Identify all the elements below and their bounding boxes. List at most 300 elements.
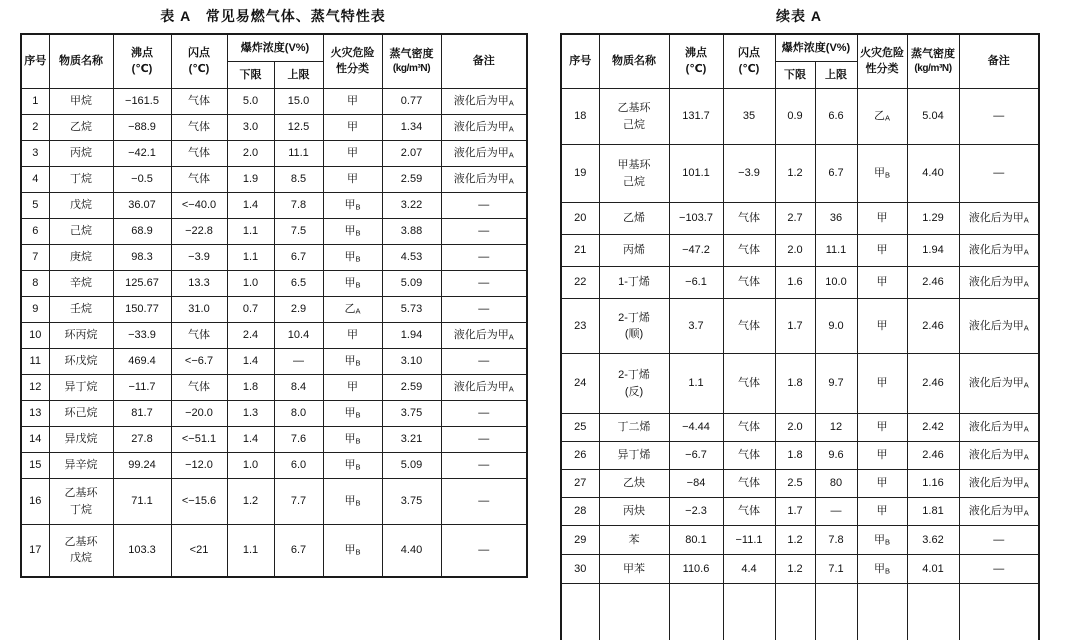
class-base: 甲 [876, 319, 888, 332]
header-line: 性分类 [865, 62, 899, 75]
fire-hazard-class-value [323, 401, 382, 427]
substance-name: 辛烷 [49, 271, 113, 297]
remark-value [959, 203, 1039, 235]
vapor-density-value: 3.75 [382, 401, 441, 427]
fire-hazard-class-value [857, 442, 907, 470]
remark-text: 液化后为甲 [968, 212, 1024, 225]
remark-value [959, 555, 1039, 584]
class-subscript: A [355, 306, 361, 316]
explosion-upper-limit-value: 11.1 [815, 235, 857, 267]
explosion-upper-limit-value: 2.9 [274, 297, 323, 323]
flash-point-value: 气体 [171, 375, 227, 401]
table-row [21, 323, 527, 349]
class-base: 甲 [344, 277, 356, 290]
row-number: 17 [21, 525, 49, 577]
class-subscript: A [885, 113, 891, 123]
remark-text: — [478, 225, 490, 238]
col-header-flash-point [723, 34, 775, 89]
explosion-lower-limit-value: 2.4 [227, 323, 274, 349]
vapor-density-value: 3.88 [382, 219, 441, 245]
header-line: 火灾危险 [330, 47, 375, 60]
explosion-upper-limit-value: 36 [815, 203, 857, 235]
col-header-name: 物质名称 [49, 34, 113, 89]
flash-point-value: −3.9 [171, 245, 227, 271]
explosion-upper-limit-value: 6.7 [274, 245, 323, 271]
class-base: 甲 [347, 381, 359, 394]
col-header-no: 序号 [21, 34, 49, 89]
vapor-density-value: 1.34 [382, 115, 441, 141]
fire-hazard-class-value [323, 479, 382, 525]
remark-subscript: A [1023, 452, 1029, 462]
explosion-upper-limit-value: 10.0 [815, 267, 857, 299]
flash-point-value: 气体 [171, 141, 227, 167]
remark-value [959, 267, 1039, 299]
explosion-lower-limit-value: 2.5 [775, 470, 815, 498]
remark-value [441, 271, 527, 297]
flash-point-value: 气体 [723, 267, 775, 299]
vapor-density-value: 2.46 [907, 442, 959, 470]
table-row [21, 479, 527, 525]
table-row [561, 203, 1039, 235]
table-row [561, 89, 1039, 145]
class-base: 甲 [344, 225, 356, 238]
substance-name: 环丙烷 [49, 323, 113, 349]
substance-name: 乙烯 [599, 203, 669, 235]
explosion-upper-limit-value: 12.5 [274, 115, 323, 141]
fire-hazard-class-value [323, 245, 382, 271]
explosion-upper-limit-value: 8.4 [274, 375, 323, 401]
boiling-point-value: 71.1 [113, 479, 171, 525]
remark-subscript: A [508, 98, 514, 108]
remark-text: — [478, 495, 490, 508]
remark-text: 液化后为甲 [968, 319, 1024, 332]
fire-hazard-class-value [323, 453, 382, 479]
explosion-upper-limit-value: 7.1 [815, 555, 857, 584]
boiling-point-value: −84 [669, 470, 723, 498]
row-number: 2 [21, 115, 49, 141]
row-number: 28 [561, 498, 599, 526]
substance-name: 丙烯 [599, 235, 669, 267]
col-header-fire-hazard [323, 34, 382, 89]
header-line: 闪点 [188, 47, 210, 60]
vapor-density-value: 4.01 [907, 555, 959, 584]
flash-point-value: 气体 [723, 299, 775, 354]
flash-point-value: −20.0 [171, 401, 227, 427]
remark-subscript: A [508, 124, 514, 134]
remark-text: 液化后为甲 [453, 173, 509, 186]
substance-name: 己烷 [49, 219, 113, 245]
boiling-point-value: 150.77 [113, 297, 171, 323]
substance-name: 1-丁烯 [599, 267, 669, 299]
flash-point-value: −12.0 [171, 453, 227, 479]
remark-value [441, 141, 527, 167]
explosion-upper-limit-value: 12 [815, 414, 857, 442]
header-line: 性分类 [336, 62, 370, 75]
class-base: 甲 [347, 329, 359, 342]
substance-name: 庚烷 [49, 245, 113, 271]
remark-text: 液化后为甲 [968, 377, 1024, 390]
remark-text: — [478, 251, 490, 264]
explosion-lower-limit-value: 1.0 [227, 271, 274, 297]
remark-text: 液化后为甲 [453, 329, 509, 342]
remark-value [441, 323, 527, 349]
explosion-lower-limit-value: 2.0 [775, 235, 815, 267]
row-number: 30 [561, 555, 599, 584]
boiling-point-value: 27.8 [113, 427, 171, 453]
row-number: 26 [561, 442, 599, 470]
boiling-point-value: −4.44 [669, 414, 723, 442]
flash-point-value: −11.1 [723, 526, 775, 555]
substance-name: 甲苯 [599, 555, 669, 584]
substance-name: 乙基环 戊烷 [49, 525, 113, 577]
remark-value [441, 115, 527, 141]
col-header-lower-limit: 下限 [227, 62, 274, 89]
explosion-lower-limit-value: 1.8 [227, 375, 274, 401]
substance-name: 异辛烷 [49, 453, 113, 479]
flash-point-value: 气体 [723, 414, 775, 442]
col-header-fire-hazard [857, 34, 907, 89]
boiling-point-value: 80.1 [669, 526, 723, 555]
explosion-upper-limit-value: 7.8 [274, 193, 323, 219]
vapor-density-value: 3.62 [907, 526, 959, 555]
table-row [561, 299, 1039, 354]
class-base: 甲 [344, 251, 356, 264]
remark-text: 液化后为甲 [968, 276, 1024, 289]
remark-text: 液化后为甲 [968, 244, 1024, 257]
col-header-vapor-density [382, 34, 441, 89]
vapor-density-value: 3.10 [382, 349, 441, 375]
header-line: 闪点 [738, 47, 760, 60]
row-number: 13 [21, 401, 49, 427]
substance-name: 苯 [599, 526, 669, 555]
flash-point-value: 气体 [723, 470, 775, 498]
row-number: 12 [21, 375, 49, 401]
explosion-upper-limit-value: 80 [815, 470, 857, 498]
explosion-lower-limit-value: 1.7 [775, 299, 815, 354]
table-a-header [21, 34, 527, 89]
fire-hazard-class-value [857, 299, 907, 354]
table-a-continued-body [561, 89, 1039, 584]
vapor-density-value: 5.73 [382, 297, 441, 323]
vapor-density-value: 2.59 [382, 375, 441, 401]
remark-text: 液化后为甲 [453, 121, 509, 134]
class-base: 甲 [344, 495, 356, 508]
flash-point-value: 13.3 [171, 271, 227, 297]
row-number: 29 [561, 526, 599, 555]
row-number: 16 [21, 479, 49, 525]
class-subscript: B [355, 498, 361, 508]
remark-text: — [478, 355, 490, 368]
flash-point-value: 气体 [171, 167, 227, 193]
header-line: (℃) [685, 62, 707, 75]
table-row [21, 141, 527, 167]
substance-name: 乙炔 [599, 470, 669, 498]
remark-value [959, 526, 1039, 555]
remark-value [441, 479, 527, 525]
boiling-point-value: −2.3 [669, 498, 723, 526]
boiling-point-value: −47.2 [669, 235, 723, 267]
class-base: 甲 [876, 377, 888, 390]
remark-text: — [993, 167, 1005, 180]
explosion-lower-limit-value: 2.7 [775, 203, 815, 235]
row-number: 14 [21, 427, 49, 453]
explosion-lower-limit-value: 1.2 [775, 526, 815, 555]
explosion-lower-limit-value: 0.7 [227, 297, 274, 323]
substance-name: 异戊烷 [49, 427, 113, 453]
table-row [21, 271, 527, 297]
substance-name: 异丁烷 [49, 375, 113, 401]
row-number: 3 [21, 141, 49, 167]
row-number: 8 [21, 271, 49, 297]
class-subscript: B [355, 462, 361, 472]
remark-text: 液化后为甲 [968, 505, 1024, 518]
flash-point-value: 气体 [723, 442, 775, 470]
class-subscript: B [355, 202, 361, 212]
table-row [21, 193, 527, 219]
table-a-title: 表 A 常见易燃气体、蒸气特性表 [160, 8, 386, 24]
flash-point-value: <−6.7 [171, 349, 227, 375]
remark-value [441, 89, 527, 115]
remark-text: — [993, 533, 1005, 546]
vapor-density-value: 2.59 [382, 167, 441, 193]
remark-text: 液化后为甲 [453, 381, 509, 394]
remark-value [441, 193, 527, 219]
explosion-lower-limit-value: 1.8 [775, 442, 815, 470]
substance-name: 2-丁烯 (反) [599, 354, 669, 414]
row-number: 6 [21, 219, 49, 245]
row-number: 15 [21, 453, 49, 479]
boiling-point-value: −42.1 [113, 141, 171, 167]
flash-point-value: 气体 [171, 323, 227, 349]
table-row [21, 89, 527, 115]
class-base: 甲 [344, 459, 356, 472]
remark-text: 液化后为甲 [968, 449, 1024, 462]
substance-name: 甲烷 [49, 89, 113, 115]
remark-text: 液化后为甲 [968, 477, 1024, 490]
boiling-point-value: 101.1 [669, 145, 723, 203]
header-line: (℃) [188, 62, 210, 75]
boiling-point-value: 103.3 [113, 525, 171, 577]
flash-point-value: 31.0 [171, 297, 227, 323]
boiling-point-value: 98.3 [113, 245, 171, 271]
class-subscript: B [885, 170, 891, 180]
table-row [21, 349, 527, 375]
remark-subscript: A [1023, 480, 1029, 490]
explosion-lower-limit-value: 2.0 [775, 414, 815, 442]
vapor-density-value: 0.77 [382, 89, 441, 115]
class-subscript: B [355, 254, 361, 264]
fire-hazard-class-value [857, 555, 907, 584]
explosion-lower-limit-value: 1.0 [227, 453, 274, 479]
remark-text: 液化后为甲 [968, 421, 1024, 434]
explosion-upper-limit-value: 6.7 [274, 525, 323, 577]
col-header-upper-limit: 上限 [815, 62, 857, 89]
substance-name: 环戊烷 [49, 349, 113, 375]
col-header-flash-point [171, 34, 227, 89]
row-number: 19 [561, 145, 599, 203]
vapor-density-value: 4.40 [382, 525, 441, 577]
class-base: 甲 [876, 276, 888, 289]
flash-point-value: <−15.6 [171, 479, 227, 525]
row-number: 18 [561, 89, 599, 145]
remark-text: — [993, 562, 1005, 575]
remark-text: — [478, 407, 490, 420]
boiling-point-value: 131.7 [669, 89, 723, 145]
col-header-no: 序号 [561, 34, 599, 89]
explosion-upper-limit-value: 6.7 [815, 145, 857, 203]
table-row [561, 498, 1039, 526]
fire-hazard-class-value [323, 219, 382, 245]
table-a [20, 33, 528, 578]
header-line: (℃) [738, 62, 760, 75]
explosion-upper-limit-value: 8.5 [274, 167, 323, 193]
cutoff-partial-row [561, 584, 1039, 640]
flash-point-value: −3.9 [723, 145, 775, 203]
explosion-lower-limit-value: 1.2 [775, 145, 815, 203]
vapor-density-value: 5.04 [907, 89, 959, 145]
vapor-density-value: 5.09 [382, 271, 441, 297]
remark-value [959, 442, 1039, 470]
class-base: 甲 [347, 95, 359, 108]
table-row [561, 235, 1039, 267]
remark-subscript: A [1023, 323, 1029, 333]
table-row [561, 470, 1039, 498]
table-a-body [21, 89, 527, 577]
explosion-upper-limit-value: 15.0 [274, 89, 323, 115]
col-header-explosive-range: 爆炸浓度(V%) [227, 34, 323, 62]
remark-value [959, 235, 1039, 267]
class-subscript: B [355, 410, 361, 420]
explosion-upper-limit-value: 7.8 [815, 526, 857, 555]
substance-name: 壬烷 [49, 297, 113, 323]
flash-point-value: 35 [723, 89, 775, 145]
vapor-density-value: 2.07 [382, 141, 441, 167]
row-number: 5 [21, 193, 49, 219]
class-base: 甲 [876, 505, 888, 518]
remark-text: 液化后为甲 [453, 95, 509, 108]
vapor-density-value: 2.42 [907, 414, 959, 442]
explosion-upper-limit-value: — [274, 349, 323, 375]
remark-value [959, 145, 1039, 203]
boiling-point-value: 3.7 [669, 299, 723, 354]
boiling-point-value: −103.7 [669, 203, 723, 235]
fire-hazard-class-value [857, 145, 907, 203]
col-header-explosive-range: 爆炸浓度(V%) [775, 34, 857, 62]
flash-point-value: 4.4 [723, 555, 775, 584]
vapor-density-value: 1.29 [907, 203, 959, 235]
fire-hazard-class-value [323, 141, 382, 167]
explosion-lower-limit-value: 1.8 [775, 354, 815, 414]
remark-text: — [478, 433, 490, 446]
remark-value [441, 349, 527, 375]
header-line: 蒸气密度 [389, 47, 434, 60]
table-a-continued [560, 33, 1040, 640]
explosion-lower-limit-value: 3.0 [227, 115, 274, 141]
class-base: 甲 [347, 173, 359, 186]
header-line: 火灾危险 [860, 47, 905, 60]
class-base: 甲 [344, 433, 356, 446]
substance-name: 乙基环 己烷 [599, 89, 669, 145]
explosion-lower-limit-value: 1.3 [227, 401, 274, 427]
table-row [21, 427, 527, 453]
class-base: 甲 [344, 199, 356, 212]
explosion-upper-limit-value: 6.6 [815, 89, 857, 145]
class-base: 甲 [874, 562, 885, 575]
explosion-lower-limit-value: 1.4 [227, 427, 274, 453]
table-row [561, 354, 1039, 414]
explosion-upper-limit-value: 6.0 [274, 453, 323, 479]
remark-value [441, 297, 527, 323]
remark-value [441, 219, 527, 245]
substance-name: 丙烷 [49, 141, 113, 167]
substance-name: 乙烷 [49, 115, 113, 141]
table-row [21, 245, 527, 271]
fire-hazard-class-value [323, 525, 382, 577]
class-base: 甲 [344, 407, 356, 420]
row-number: 24 [561, 354, 599, 414]
class-base: 甲 [347, 121, 359, 134]
table-row [21, 297, 527, 323]
explosion-upper-limit-value: 9.0 [815, 299, 857, 354]
row-number: 21 [561, 235, 599, 267]
row-number: 23 [561, 299, 599, 354]
boiling-point-value: 125.67 [113, 271, 171, 297]
explosion-lower-limit-value: 1.2 [775, 555, 815, 584]
explosion-lower-limit-value: 1.1 [227, 525, 274, 577]
substance-name: 环己烷 [49, 401, 113, 427]
fire-hazard-class-value [857, 498, 907, 526]
header-line: 沸点 [131, 47, 153, 60]
table-row [21, 453, 527, 479]
remark-subscript: A [508, 332, 514, 342]
boiling-point-value: 81.7 [113, 401, 171, 427]
flash-point-value: 气体 [723, 354, 775, 414]
header-line: (℃) [131, 62, 153, 75]
vapor-density-value: 3.22 [382, 193, 441, 219]
table-a-continued-header [561, 34, 1039, 89]
fire-hazard-class-value [857, 414, 907, 442]
header-line: (kg/m³N) [392, 63, 431, 75]
remark-value [441, 167, 527, 193]
fire-hazard-class-value [323, 193, 382, 219]
class-base: 乙 [874, 110, 885, 123]
table-row [561, 267, 1039, 299]
table-row [561, 414, 1039, 442]
fire-hazard-class-value [323, 115, 382, 141]
header-line: 沸点 [685, 47, 707, 60]
fire-hazard-class-value [323, 427, 382, 453]
fire-hazard-class-value [857, 354, 907, 414]
explosion-upper-limit-value: 7.5 [274, 219, 323, 245]
col-header-remark: 备注 [959, 34, 1039, 89]
remark-value [959, 89, 1039, 145]
class-subscript: B [355, 280, 361, 290]
remark-value [441, 375, 527, 401]
remark-text: — [478, 459, 490, 472]
class-base: 甲 [344, 355, 356, 368]
substance-name: 丁二烯 [599, 414, 669, 442]
class-base: 甲 [876, 212, 888, 225]
explosion-lower-limit-value: 0.9 [775, 89, 815, 145]
explosion-lower-limit-value: 1.1 [227, 245, 274, 271]
fire-hazard-class-value [323, 89, 382, 115]
explosion-lower-limit-value: 2.0 [227, 141, 274, 167]
boiling-point-value: −33.9 [113, 323, 171, 349]
table-row [561, 555, 1039, 584]
remark-subscript: A [1023, 247, 1029, 257]
table-a-continued-section [560, 8, 1038, 640]
class-base: 甲 [876, 244, 888, 257]
